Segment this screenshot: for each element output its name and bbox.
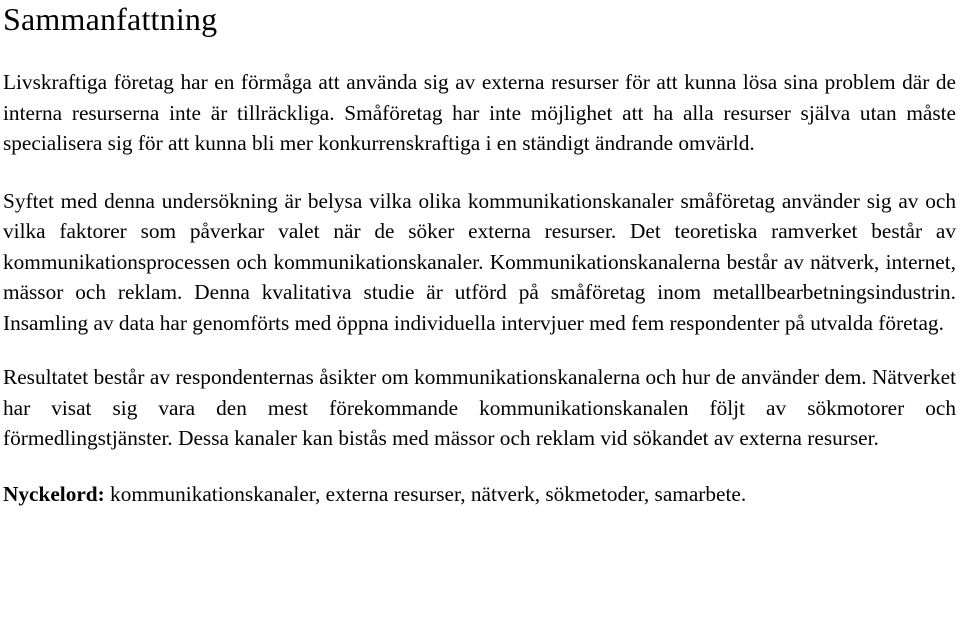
keywords-text: kommunikationskanaler, externa resurser, nätverk, sökmetoder, samarbete. (104, 481, 747, 506)
paragraph-intro: Livskraftiga företag har en förmåga att använda sig av externa resurser för att kunna lösa sina problem där de interna resurserna inte är tillräckliga. Småföretag har inte möjlighet att ha alla resurser själva utan måste specialisera sig för att kunna bli mer konkurrenskraftiga i en ständigt ändrande omvärld. (3, 70, 956, 155)
paragraph-results: Resultatet består av respondenternas åsikter om kommunikationskanalerna och hur de använder dem. Nätverket har visat sig vara den mest förekommande kommunikationskanalen följt av sökmotorer och förmedlingstjänster. Dessa kanaler kan bistås med mässor och reklam vid sökandet av externa resurser. (3, 365, 956, 450)
paragraph-purpose: Syftet med denna undersökning är belysa vilka olika kommunikationskanaler småföretag använder sig av och vilka faktorer som påverkar valet när de söker externa resurser. Det teoretiska ramverket består av kommunikationsprocessen och kommunikationskanaler. Kommunikationskanalerna består av nätverk, internet, mässor och reklam. Denna kvalitativa studie är utförd på småföretag inom metallbearbetningsindustrin. Insamling av data har genomförts med öppna individuella intervjuer med fem respondenter på utvalda företag. (3, 188, 956, 335)
keywords-line (3, 479, 956, 510)
keywords-label: Nyckelord: (3, 481, 105, 506)
page-title: Sammanfattning (3, 1, 218, 37)
